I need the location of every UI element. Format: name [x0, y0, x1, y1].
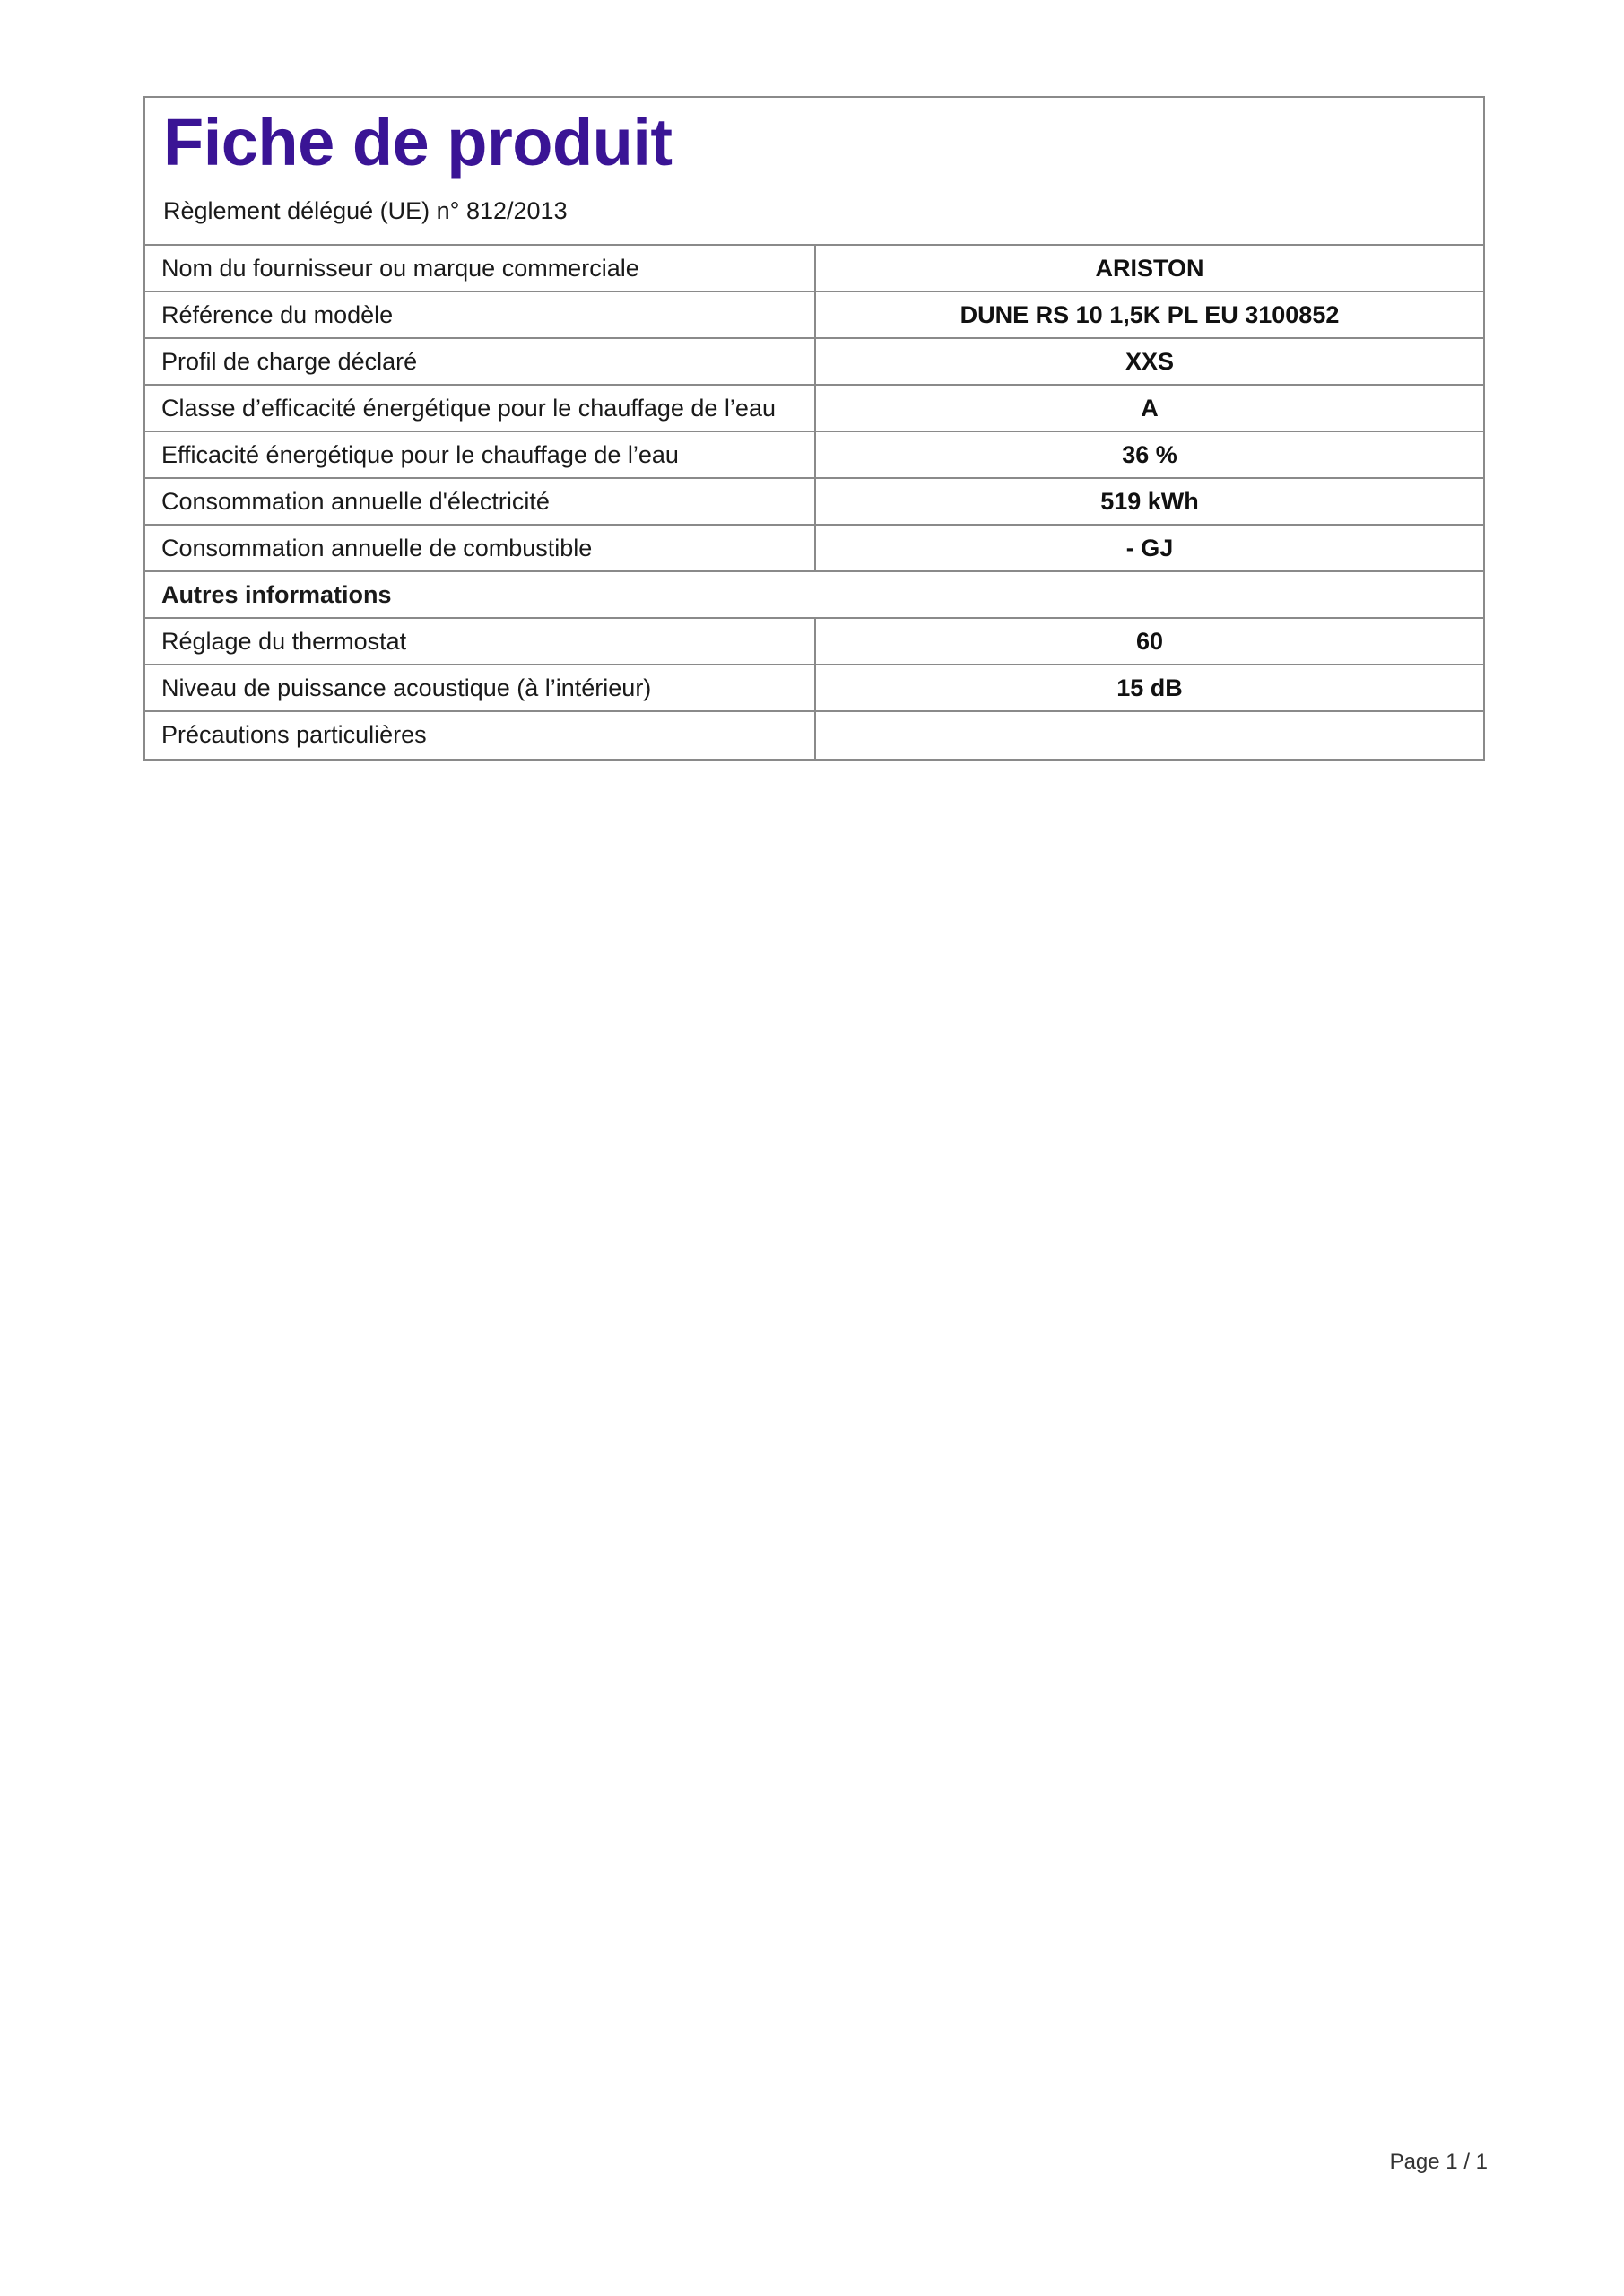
section-heading: Autres informations — [161, 581, 392, 608]
row-label: Profil de charge déclaré — [145, 339, 816, 384]
row-value — [816, 712, 1483, 759]
table-row — [145, 526, 1483, 572]
table-row — [145, 339, 1483, 386]
table-row — [145, 432, 1483, 479]
row-label: Classe d’efficacité énergétique pour le chauffage de l’eau — [145, 386, 816, 430]
row-label: Niveau de puissance acoustique (à l’intérieur) — [145, 665, 816, 710]
row-label: Consommation annuelle de combustible — [145, 526, 816, 570]
row-value: 60 — [1135, 628, 1164, 655]
row-label: Consommation annuelle d'électricité — [145, 479, 816, 524]
row-label: Réglage du thermostat — [145, 619, 816, 664]
row-value: XXS — [1125, 348, 1175, 375]
table-row — [145, 665, 1483, 712]
page-title: Fiche de produit — [163, 105, 673, 179]
row-value: A — [1141, 395, 1159, 422]
table-row — [145, 246, 1483, 292]
table-row — [145, 386, 1483, 432]
sheet-header — [145, 98, 1483, 246]
row-label: Référence du modèle — [145, 292, 816, 337]
row-value: 519 kWh — [1100, 488, 1199, 515]
row-label: Nom du fournisseur ou marque commerciale — [145, 246, 816, 291]
page-number: Page 1 / 1 — [1389, 2150, 1488, 2174]
table-row — [145, 292, 1483, 339]
regulation-subtitle: Règlement délégué (UE) n° 812/2013 — [163, 197, 568, 224]
table-row — [145, 619, 1483, 665]
row-label: Précautions particulières — [145, 712, 816, 759]
row-value: - GJ — [1125, 535, 1174, 561]
row-label: Efficacité énergétique pour le chauffage de l’eau — [145, 432, 816, 477]
row-value: DUNE RS 10 1,5K PL EU 3100852 — [960, 301, 1340, 328]
product-sheet — [143, 96, 1485, 761]
table-row — [145, 712, 1483, 759]
row-value: 15 dB — [1116, 674, 1183, 701]
row-value: ARISTON — [1095, 255, 1204, 282]
table-row — [145, 479, 1483, 526]
row-value: 36 % — [1122, 441, 1177, 468]
section-heading-row — [145, 572, 1483, 619]
